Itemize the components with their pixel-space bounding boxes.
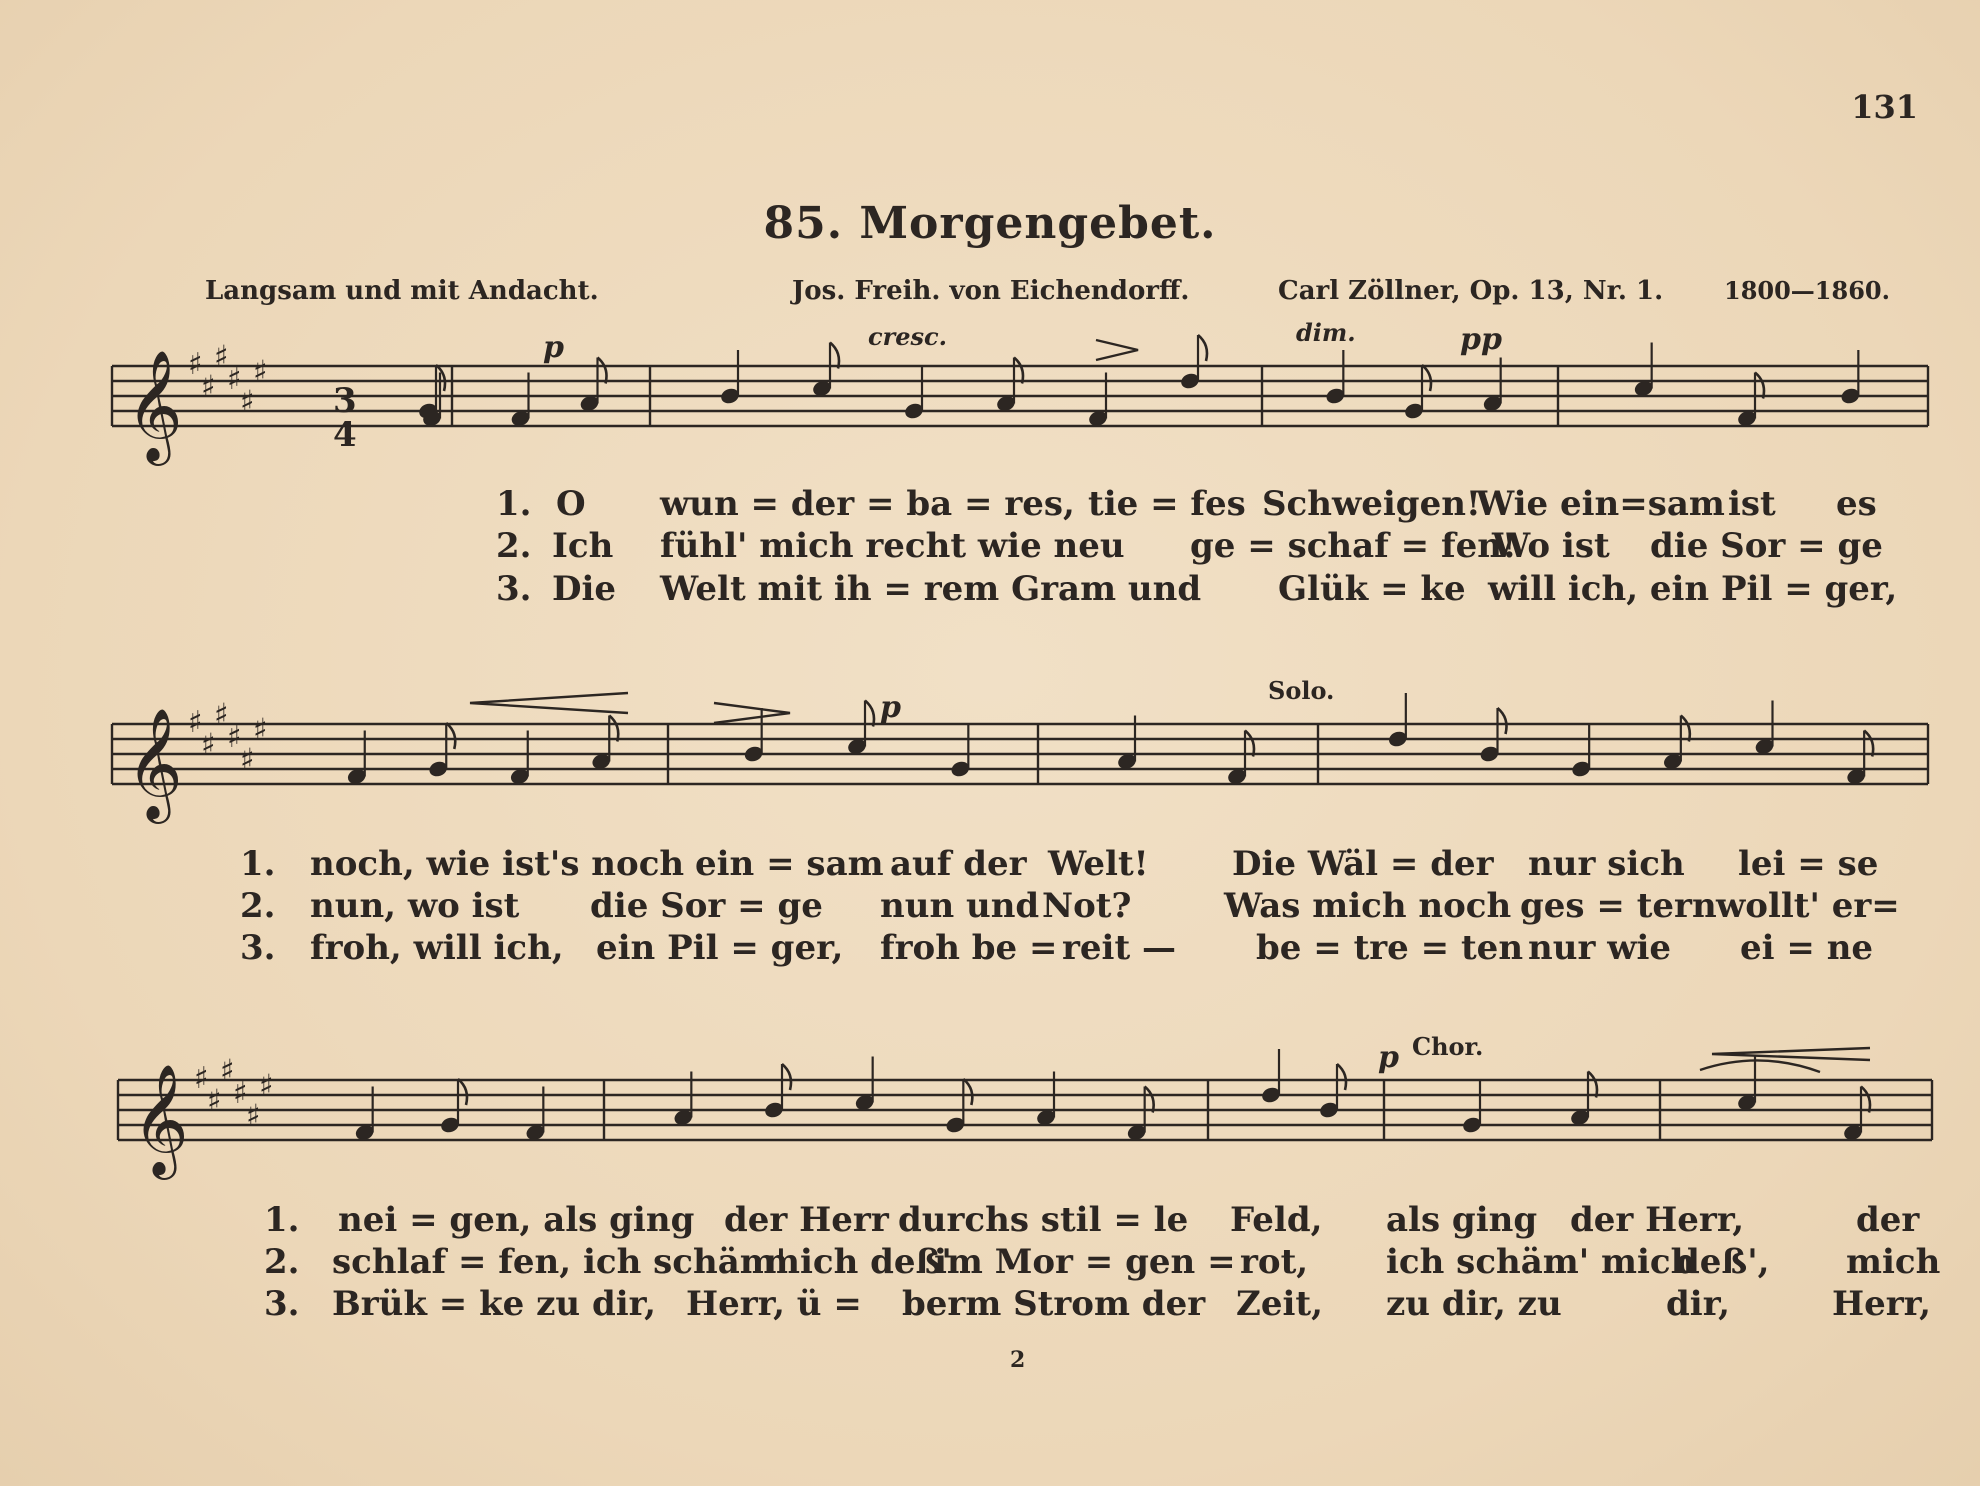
sharp-icon: ♯ xyxy=(240,742,255,778)
composer-dates: 1800—1860. xyxy=(1724,276,1890,305)
note-flag xyxy=(458,1079,467,1105)
lyric-syllable: rot, xyxy=(1240,1242,1309,1282)
notation-marks xyxy=(126,335,1873,1180)
lyric-syllable: mich xyxy=(1846,1242,1941,1282)
lyric-syllable: Wo ist xyxy=(1492,526,1610,566)
crescendo-hairpin xyxy=(470,693,628,713)
note-flag xyxy=(1864,731,1873,757)
sharp-icon: ♯ xyxy=(253,712,268,748)
sharp-icon: ♯ xyxy=(246,1098,261,1134)
lyricist-credit: Jos. Freih. von Eichendorff. xyxy=(792,276,1190,306)
decrescendo-hairpin xyxy=(714,703,790,723)
lyric-syllable: im Mor = gen = xyxy=(934,1242,1236,1282)
verse-number: 3. xyxy=(264,1284,300,1324)
lyric-syllable: Zeit, xyxy=(1236,1284,1323,1324)
note-flag xyxy=(1588,1072,1597,1098)
lyric-syllable: Welt! xyxy=(1048,844,1149,884)
note-flag xyxy=(1198,335,1207,361)
note-flag xyxy=(1422,365,1431,391)
sharp-icon: ♯ xyxy=(201,369,216,405)
lyric-syllable: berm Strom der xyxy=(902,1284,1206,1324)
lyric-syllable: es xyxy=(1836,484,1877,524)
sharp-icon: ♯ xyxy=(214,697,229,733)
dynamic-crescendo-text: cresc. xyxy=(868,322,948,351)
lyric-syllable: nur sich xyxy=(1528,844,1685,884)
verse-number: 2. xyxy=(264,1242,300,1282)
lyric-syllable: Wie ein=sam xyxy=(1476,484,1725,524)
lyric-syllable: Not? xyxy=(1042,886,1132,926)
sharp-icon: ♯ xyxy=(253,354,268,390)
note-flag xyxy=(1014,358,1023,384)
lyric-syllable: will ich, ein Pil = ger, xyxy=(1488,569,1898,609)
lyric-syllable: der Herr, xyxy=(1570,1200,1745,1240)
accent-icon xyxy=(1096,340,1138,360)
lyric-syllable: ein Pil = ger, xyxy=(596,928,844,968)
note-flag xyxy=(1681,716,1690,742)
verse-number: 3. xyxy=(496,569,532,609)
printer-signature: 2 xyxy=(1010,1347,1026,1373)
lyric-syllable: nun und xyxy=(880,886,1040,926)
lyric-syllable: Schweigen! xyxy=(1262,484,1481,524)
lyric-syllable: wun = der = ba = res, xyxy=(660,484,1075,524)
lyric-syllable: Welt mit ih = rem Gram und xyxy=(660,569,1202,609)
sharp-icon: ♯ xyxy=(240,384,255,420)
lyric-syllable: noch, wie ist's noch xyxy=(310,844,685,884)
lyric-syllable: zu dir, zu xyxy=(1386,1284,1562,1324)
slur-icon xyxy=(1700,1060,1820,1072)
note-flag xyxy=(830,343,839,369)
lyric-syllable: ei = ne xyxy=(1740,928,1874,968)
verse-number: 2. xyxy=(240,886,276,926)
dynamic-piano-2: p xyxy=(880,690,901,725)
lyric-syllable: Die Wäl = der xyxy=(1232,844,1494,884)
lyric-syllable: Brük = ke zu dir, xyxy=(332,1284,656,1324)
composer-credit: Carl Zöllner, Op. 13, Nr. 1. xyxy=(1278,276,1664,306)
lyric-syllable: be = tre = ten xyxy=(1256,928,1524,968)
dynamic-diminuendo-text: dim. xyxy=(1296,318,1356,347)
lyric-syllable: Ich xyxy=(552,526,614,566)
lyric-syllable: deß', xyxy=(1676,1242,1770,1282)
lyric-syllable: wollt' er= xyxy=(1716,886,1900,926)
sharp-icon: ♯ xyxy=(259,1068,274,1104)
tempo-marking: Langsam und mit Andacht. xyxy=(205,276,599,306)
sharp-icon: ♯ xyxy=(227,362,242,397)
lyric-syllable: nur wie xyxy=(1528,928,1672,968)
note-flag xyxy=(1337,1064,1346,1090)
note-flag xyxy=(446,723,455,749)
staff-lines xyxy=(112,366,1932,1140)
sharp-icon: ♯ xyxy=(207,1083,222,1119)
note-flag xyxy=(1861,1087,1870,1113)
time-signature-bottom: 4 xyxy=(333,415,357,455)
lyric-syllable: durchs stil = le xyxy=(898,1200,1189,1240)
note-flag xyxy=(609,716,618,742)
lyric-syllable: lei = se xyxy=(1738,844,1879,884)
lyric-syllable: ges = tern xyxy=(1520,886,1717,926)
dynamic-piano-3: p xyxy=(1378,1040,1399,1075)
treble-clef-icon: 𝄞 xyxy=(132,1063,189,1175)
lyric-syllable: reit — xyxy=(1062,928,1177,968)
lyric-syllable: als ging xyxy=(1386,1200,1538,1240)
verse-number: 1. xyxy=(264,1200,300,1240)
crescendo-hairpin xyxy=(1712,1048,1870,1060)
note-flag xyxy=(865,701,874,727)
verse-number: 3. xyxy=(240,928,276,968)
lyric-syllable: ge = schaf = fen! xyxy=(1190,526,1517,566)
lyric-syllable: die Sor = ge xyxy=(590,886,823,926)
lyric-syllable: ich schäm' mich xyxy=(1386,1242,1696,1282)
treble-clef-icon: 𝄞 xyxy=(126,707,183,819)
note-flag xyxy=(963,1079,972,1105)
lyric-syllable: ist xyxy=(1728,484,1776,524)
note-flag xyxy=(598,358,607,384)
lyric-syllable: auf der xyxy=(890,844,1027,884)
lyric-syllable: fühl' mich recht wie neu xyxy=(660,526,1125,566)
time-signature xyxy=(333,381,357,455)
lyric-syllable: nei = gen, als ging xyxy=(338,1200,695,1240)
sharp-icon: ♯ xyxy=(188,347,203,382)
lyric-syllable: der xyxy=(1856,1200,1920,1240)
lyric-syllable: froh, will ich, xyxy=(310,928,564,968)
lyric-syllable: dir, xyxy=(1666,1284,1730,1324)
lyric-syllable: Feld, xyxy=(1230,1200,1323,1240)
note-flag xyxy=(782,1064,791,1090)
dynamic-piano-1: p xyxy=(543,330,564,365)
treble-clef-icon: 𝄞 xyxy=(126,349,183,461)
lyric-syllable: Herr, ü = xyxy=(686,1284,862,1324)
note-flag xyxy=(1498,708,1507,734)
lyric-syllable: Die xyxy=(552,569,617,609)
dynamic-pianissimo: pp xyxy=(1460,322,1502,357)
sharp-icon: ♯ xyxy=(188,705,203,740)
solo-label: Solo. xyxy=(1268,676,1335,705)
note-flag xyxy=(1755,373,1764,399)
page-number: 131 xyxy=(1851,88,1918,126)
sharp-icon: ♯ xyxy=(220,1053,235,1089)
sharp-icon: ♯ xyxy=(214,339,229,375)
note-flag xyxy=(1145,1087,1154,1113)
lyric-syllable: tie = fes xyxy=(1088,484,1246,524)
lyric-syllable: O xyxy=(556,484,586,524)
lyric-syllable: schlaf = fen, ich schäm' xyxy=(332,1242,787,1282)
lyric-syllable: der Herr xyxy=(724,1200,889,1240)
sharp-icon: ♯ xyxy=(227,720,242,755)
lyric-syllable: die Sor = ge xyxy=(1650,526,1883,566)
lyric-syllable: nun, wo ist xyxy=(310,886,520,926)
lyric-syllable: Was mich noch xyxy=(1224,886,1512,926)
lyric-syllable: mich deß' xyxy=(764,1242,952,1282)
sharp-icon: ♯ xyxy=(194,1061,209,1096)
time-signature-top: 3 xyxy=(333,381,357,421)
lyric-syllable: Glük = ke xyxy=(1278,569,1466,609)
verse-number: 1. xyxy=(496,484,532,524)
verse-number: 1. xyxy=(240,844,276,884)
lyric-syllable: Herr, xyxy=(1832,1284,1931,1324)
sharp-icon: ♯ xyxy=(233,1076,248,1111)
lyric-syllable: froh be = xyxy=(880,928,1058,968)
lyric-syllable: ein = sam xyxy=(695,844,884,884)
note-flag xyxy=(1245,731,1254,757)
sharp-icon: ♯ xyxy=(201,727,216,763)
verse-number: 2. xyxy=(496,526,532,566)
chor-label: Chor. xyxy=(1412,1032,1484,1061)
song-title: 85. Morgengebet. xyxy=(763,198,1217,249)
